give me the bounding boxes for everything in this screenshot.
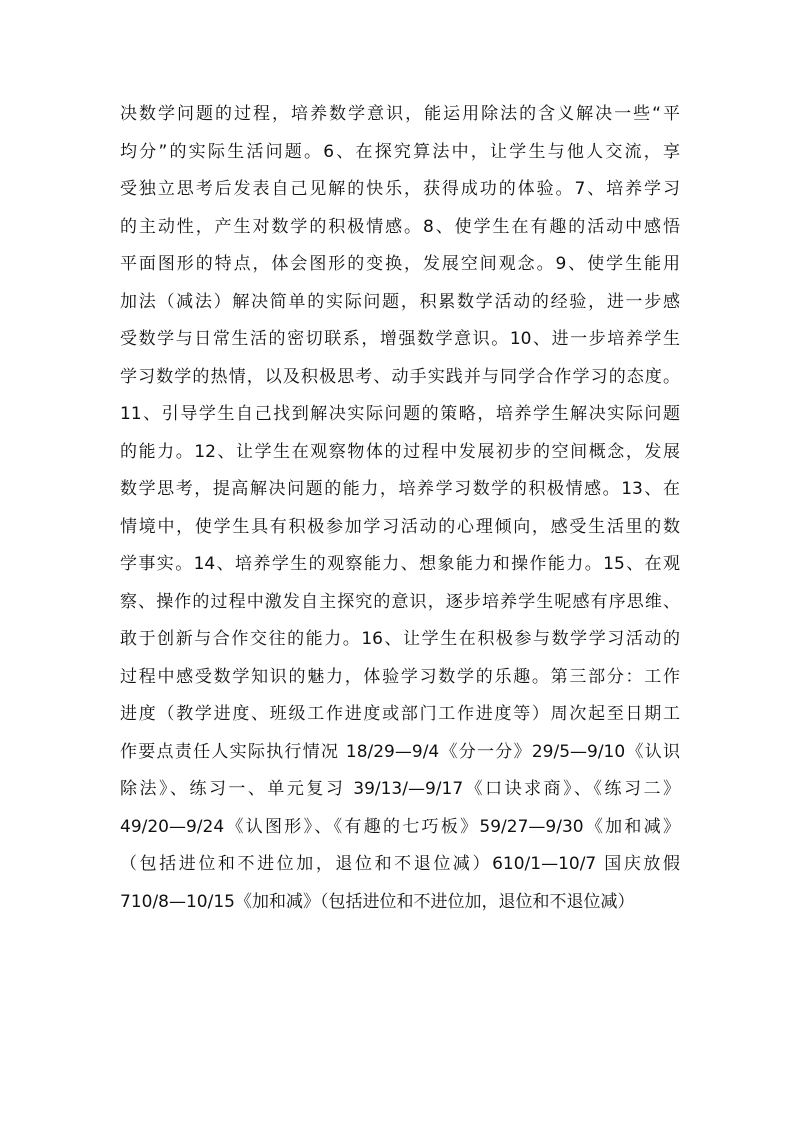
text-line: 数学思考，提高解决问题的能力，培养学习数学的积极情感。13、在 bbox=[120, 479, 680, 499]
text-line: 710/8—10/15《加和减》（包括进位和不进位加，退位和不退位减） bbox=[120, 891, 635, 912]
text-line: 作要点责任人实际执行情况 18/29—9/4《分一分》29/5—9/10《认识 bbox=[120, 741, 680, 762]
text-line: 察、操作的过程中激发自主探究的意识，逐步培养学生呢感有序思维、 bbox=[120, 591, 680, 612]
text-line: 加法（减法）解决简单的实际问题，积累数学活动的经验，进一步感 bbox=[120, 291, 680, 312]
text-line: 49/20—9/24《认图形》、《有趣的七巧板》59/27—9/30《加和减》 bbox=[120, 816, 680, 837]
text-line: 进度（教学进度、班级工作进度或部门工作进度等）周次起至日期工 bbox=[120, 704, 680, 724]
text-line: 的主动性，产生对数学的积极情感。8、使学生在有趣的活动中感悟 bbox=[120, 216, 680, 237]
text-line: 11、引导学生自己找到解决实际问题的策略，培养学生解决实际问题 bbox=[120, 404, 680, 424]
body-paragraph bbox=[120, 96, 680, 921]
text-line: 平面图形的特点，体会图形的变换，发展空间观念。9、使学生能用 bbox=[120, 254, 680, 274]
text-line: 学习数学的热情，以及积极思考、动手实践并与同学合作学习的态度。 bbox=[120, 366, 680, 387]
text-line: 学事实。14、培养学生的观察能力、想象能力和操作能力。15、在观 bbox=[120, 554, 680, 574]
text-line: 过程中感受数学知识的魅力，体验学习数学的乐趣。第三部分：工作 bbox=[120, 666, 680, 687]
text-line: 受数学与日常生活的密切联系，增强数学意识。10、进一步培养学生 bbox=[120, 329, 680, 349]
text-line: 除法》、练习一、单元复习 39/13/—9/17《口诀求商》、《练习二》 bbox=[120, 779, 680, 799]
text-line: 均分”的实际生活问题。6、在探究算法中，让学生与他人交流，享 bbox=[120, 141, 680, 162]
text-line: 情境中，使学生具有积极参加学习活动的心理倾向，感受生活里的数 bbox=[120, 516, 680, 537]
text-line: 受独立思考后发表自己见解的快乐，获得成功的体验。7、培养学习 bbox=[120, 179, 680, 199]
text-line: 敢于创新与合作交往的能力。16、让学生在积极参与数学学习活动的 bbox=[120, 629, 680, 649]
text-line: （包括进位和不进位加，退位和不退位减）610/1—10/7 国庆放假 bbox=[120, 854, 680, 874]
text-line: 决数学问题的过程，培养数学意识，能运用除法的含义解决一些“平 bbox=[120, 104, 680, 124]
text-line: 的能力。12、让学生在观察物体的过程中发展初步的空间概念，发展 bbox=[120, 441, 680, 462]
